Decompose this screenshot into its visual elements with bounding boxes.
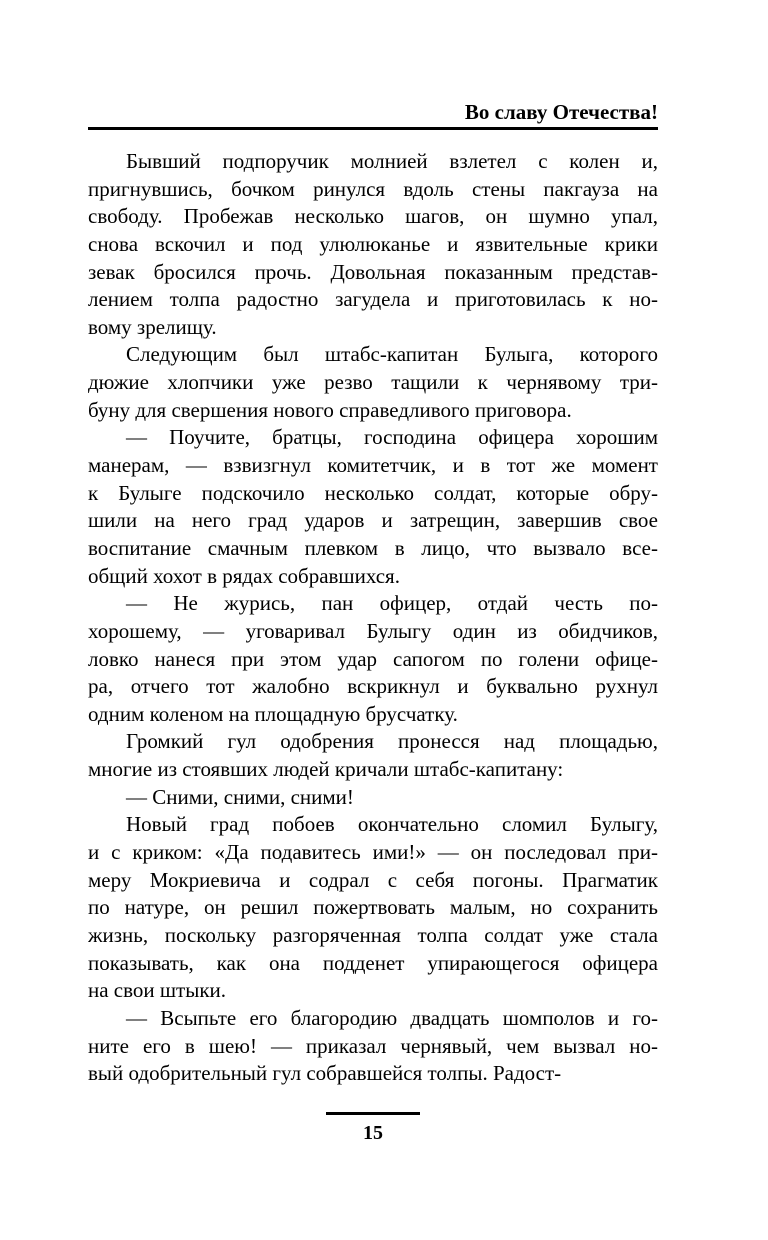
text-line: вый одобрительный гул собравшейся толпы. Радост- <box>88 1061 562 1086</box>
text-line: к Булыге подскочило несколько солдат, которые обру- <box>88 480 658 505</box>
text-line: многие из стоявших людей кричали штабс-капитану: <box>88 757 564 782</box>
text-line: — Поучите, братцы, господина офицера хорошим <box>126 425 658 450</box>
text-line: воспитание смачным плевком в лицо, что вызвало все- <box>88 535 658 560</box>
text-line: Новый град побоев окончательно сломил Булыгу, <box>126 812 658 837</box>
text-line: одним коленом на площадную брусчатку. <box>88 701 458 726</box>
paragraph <box>88 728 658 783</box>
paragraph <box>88 148 658 341</box>
text-line: зевак бросился прочь. Довольная показанным представ- <box>88 259 658 284</box>
text-line: шили на него град ударов и затрещин, завершив свое <box>88 508 658 533</box>
text-line: пригнувшись, бочком ринулся вдоль стены пакгауза на <box>88 176 658 201</box>
text-line: по натуре, он решил пожертвовать малым, но сохранить <box>88 895 658 920</box>
paragraph <box>88 811 658 1004</box>
paragraph <box>88 590 658 728</box>
text-line: снова вскочил и под улюлюканье и язвительные крики <box>88 231 658 256</box>
text-line: жизнь, поскольку разгоряченная толпа солдат уже стала <box>88 922 658 947</box>
page-footer <box>88 1112 658 1144</box>
paragraph <box>88 341 658 424</box>
text-line: вому зрелищу. <box>88 314 217 339</box>
header-rule <box>88 127 658 130</box>
text-line: Бывший подпоручик молнией взлетел с колен и, <box>126 149 658 173</box>
text-line: ните его в шею! — приказал чернявый, чем вызвал но- <box>88 1033 658 1058</box>
footer-rule <box>326 1112 420 1115</box>
text-line: — Сними, сними, сними! <box>126 784 354 809</box>
page-header <box>88 101 658 127</box>
text-line: дюжие хлопчики уже резво тащили к чернявому три- <box>88 370 658 395</box>
body-text <box>88 148 658 1088</box>
text-line: буну для свершения нового справедливого приговора. <box>88 397 572 422</box>
text-line: общий хохот в рядах собравшихся. <box>88 563 400 588</box>
text-line: лением толпа радостно загудела и приготовилась к но- <box>88 287 658 312</box>
text-line: меру Мокриевича и содрал с себя погоны. Прагматик <box>88 867 658 892</box>
text-line: на свои штыки. <box>88 978 227 1003</box>
text-line: хорошему, — уговаривал Булыгу один из обидчиков, <box>88 618 658 643</box>
running-title: Во славу Отечества! <box>464 100 658 124</box>
text-line: и с криком: «Да подавитесь ими!» — он последовал при- <box>88 840 658 865</box>
paragraph <box>88 784 658 812</box>
text-line: манерам, — взвизгнул комитетчик, и в тот же момент <box>88 453 658 478</box>
paragraph <box>88 1005 658 1088</box>
text-line: ра, отчего тот жалобно вскрикнул и буквально рухнул <box>88 674 658 699</box>
text-line: показывать, как она подденет упирающегося офицера <box>88 950 658 975</box>
text-line: — Не журись, пан офицер, отдай честь по- <box>126 591 658 616</box>
text-line: свободу. Пробежав несколько шагов, он шумно упал, <box>88 204 658 229</box>
paragraph <box>88 424 658 590</box>
text-line: — Всыпьте его благородию двадцать шомполов и го- <box>126 1005 658 1030</box>
page-number: 15 <box>363 1122 383 1144</box>
text-line: ловко нанеся при этом удар сапогом по голени офице- <box>88 646 658 671</box>
text-line: Громкий гул одобрения пронесся над площадью, <box>126 729 658 754</box>
text-line: Следующим был штабс-капитан Булыга, которого <box>126 342 658 367</box>
